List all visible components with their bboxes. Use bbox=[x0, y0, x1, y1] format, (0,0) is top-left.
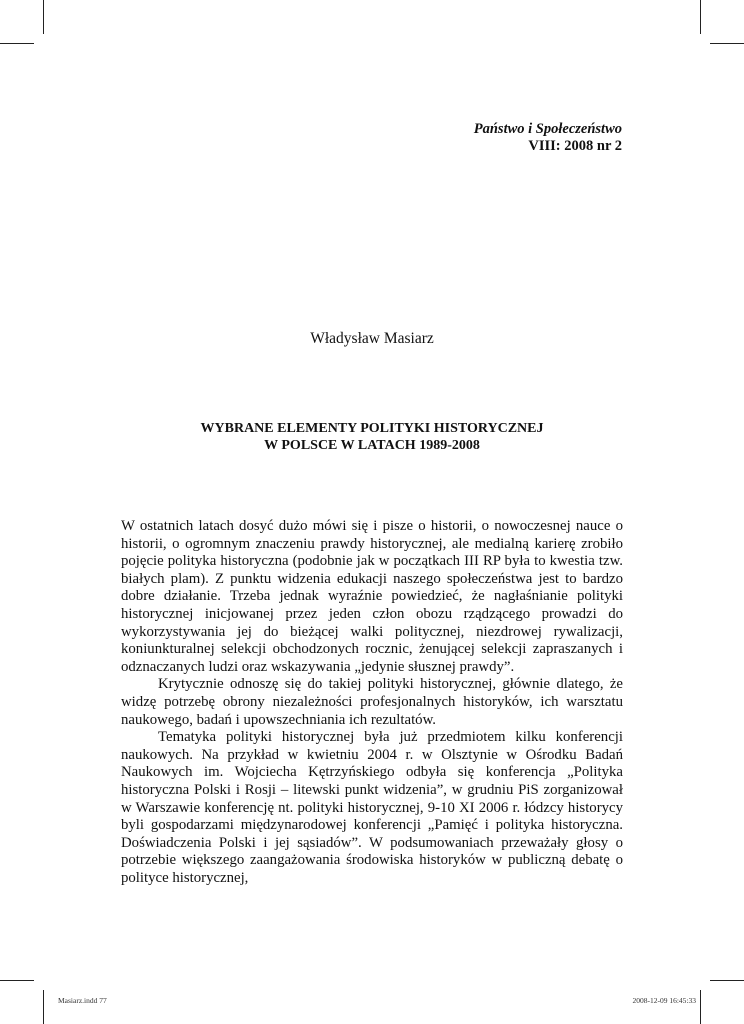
crop-mark-top-left-horizontal bbox=[0, 43, 34, 44]
crop-mark-bottom-right-horizontal bbox=[710, 980, 744, 981]
paragraph-1: W ostatnich latach dosyć dużo mówi się i pisze o historii, o nowoczesnej nauce o historii, o ogromnym znaczeniu prawdy historycznej, ale medialną karierę zrobiło pojęcie polityka historyczna (podobnie jak w początkach III RP była to kwestia tzw. białych plam). Z punktu widzenia edukacji naszego społeczeństwa jest to bardzo dobre działanie. Trzeba jednak wyraźnie powiedzieć, że nagłaśnianie polityki historycznej inicjowanej przez jeden człon obozu rządzącego prowadzi do wykorzystywania jej do bieżącej walki politycznej, niezdrowej rywalizacji, koniunkturalnej selekcji obchodzonych rocznic, żenującej selekcji zapraszanych i odznaczanych ludzi oraz wskazywania „jedynie słusznej prawdy”. bbox=[121, 518, 623, 675]
journal-name: Państwo i Społeczeństwo bbox=[473, 121, 622, 137]
crop-mark-top-left-vertical bbox=[43, 0, 44, 34]
journal-issue: VIII: 2008 nr 2 bbox=[528, 138, 622, 154]
article-title bbox=[0, 420, 744, 454]
slug-file-name: Masiarz.indd 77 bbox=[58, 996, 107, 1005]
crop-mark-bottom-left-vertical bbox=[43, 990, 44, 1024]
crop-mark-top-right-horizontal bbox=[710, 43, 744, 44]
journal-header bbox=[474, 121, 622, 155]
slug-timestamp: 2008-12-09 16:45:33 bbox=[632, 996, 696, 1005]
paragraph-2: Krytycznie odnoszę się do takiej polityki historycznej, głównie dlatego, że widzę potrzebę obrony niezależności profesjonalnych historyków, ich warsztatu naukowego, badań i upowszechniania ich rezultatów. bbox=[121, 676, 623, 728]
crop-mark-top-right-vertical bbox=[700, 0, 701, 34]
article-author: Władysław Masiarz bbox=[310, 330, 434, 347]
article-title-line-1: WYBRANE ELEMENTY POLITYKI HISTORYCZNEJ bbox=[200, 421, 544, 436]
crop-mark-bottom-right-vertical bbox=[700, 990, 701, 1024]
article-body bbox=[121, 518, 623, 887]
paragraph-3: Tematyka polityki historycznej była już przedmiotem kilku konferencji naukowych. Na przykład w kwietniu 2004 r. w Olsztynie w Ośrodku Badań Naukowych im. Wojciecha Kętrzyńskiego odbyła się konferencja „Polityka historyczna Polski i Rosji – litewski punkt widzenia”, w grudniu PiS zorganizował w Warszawie konferencję nt. polityki historycznej, 9-10 XI 2006 r. łódzcy historycy byli gospodarzami międzynarodowej konferencji „Pamięć i polityka historyczna. Doświadczenia Polski i jej sąsiadów”. W podsumowaniach przeważały głosy o potrzebie większego zaangażowania środowiska historyków w publiczną debatę o polityce historycznej, bbox=[121, 729, 623, 886]
article-title-line-2: W POLSCE W LATACH 1989-2008 bbox=[264, 438, 480, 453]
crop-mark-bottom-left-horizontal bbox=[0, 980, 34, 981]
